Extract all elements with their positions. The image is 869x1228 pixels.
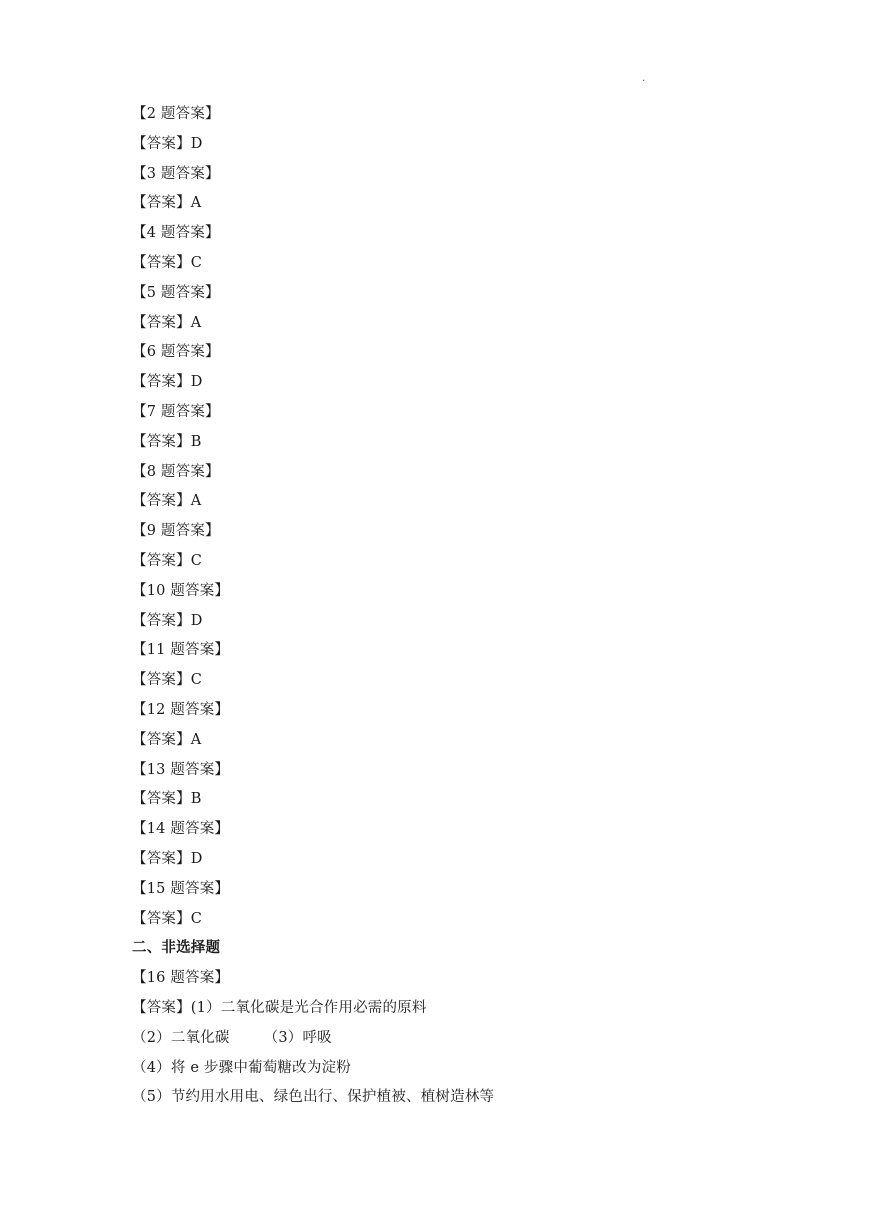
q14-title: 【14 题答案】: [132, 821, 230, 838]
q6-answer: 【答案】D: [132, 374, 203, 391]
q9-title: 【9 题答案】: [132, 523, 220, 540]
q12-answer: 【答案】A: [132, 731, 202, 748]
q9-answer: 【答案】C: [132, 552, 203, 569]
q6-title: 【6 题答案】: [132, 344, 220, 361]
q16-answer-5: （5）节约用水用电、绿色出行、保护植被、植树造林等: [132, 1089, 495, 1106]
q14-answer: 【答案】D: [132, 850, 203, 867]
q8-answer: 【答案】A: [132, 493, 202, 510]
q10-title: 【10 题答案】: [132, 582, 230, 599]
q13-title: 【13 题答案】: [132, 761, 230, 778]
q15-answer: 【答案】C: [132, 910, 203, 927]
q8-title: 【8 题答案】: [132, 463, 220, 480]
q15-title: 【15 题答案】: [132, 880, 230, 897]
q10-answer: 【答案】D: [132, 612, 203, 629]
q3-title: 【3 题答案】: [132, 165, 220, 182]
q12-title: 【12 题答案】: [132, 701, 230, 718]
q3-answer: 【答案】A: [132, 195, 202, 212]
q5-title: 【5 题答案】: [132, 284, 220, 301]
q2-title: 【2 题答案】: [132, 106, 220, 122]
q7-answer: 【答案】B: [132, 433, 202, 450]
answer-list: [132, 100, 772, 1113]
q16-answer-2: （2）二氧化碳: [132, 1029, 230, 1046]
q16-answer-2-3: [132, 1024, 772, 1054]
corner-mark: .: [642, 73, 646, 84]
q13-answer: 【答案】B: [132, 791, 202, 808]
q2-answer: 【答案】D: [132, 135, 203, 152]
q16-title: 【16 题答案】: [132, 970, 230, 987]
q5-answer: 【答案】A: [132, 314, 202, 331]
q4-title: 【4 题答案】: [132, 225, 220, 242]
q7-title: 【7 题答案】: [132, 403, 220, 420]
q16-answer-4: （4）将 e 步骤中葡萄糖改为淀粉: [132, 1059, 351, 1076]
q11-answer: 【答案】C: [132, 672, 203, 689]
q16-answer-1: 【答案】(1）二氧化碳是光合作用必需的原料: [132, 999, 427, 1016]
q16-answer-3: （3）呼吸: [263, 1029, 332, 1046]
section-heading: 二、非选择题: [132, 940, 221, 957]
q4-answer: 【答案】C: [132, 254, 203, 271]
q11-title: 【11 题答案】: [132, 642, 230, 659]
